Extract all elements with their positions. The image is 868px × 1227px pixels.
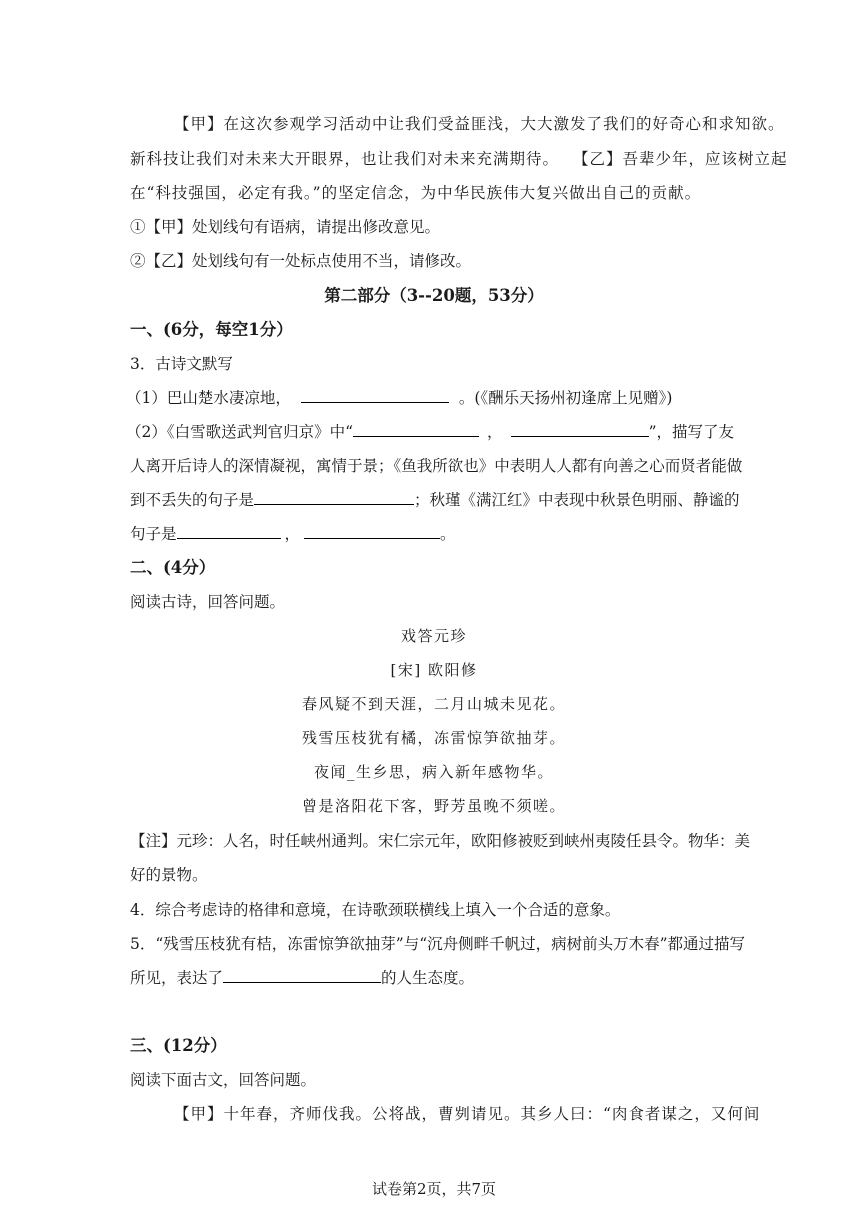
- answer-blank[interactable]: [304, 523, 440, 539]
- q3-2-l4-suffix: 。: [440, 525, 456, 543]
- answer-blank[interactable]: [254, 489, 414, 505]
- part2-title: 第二部分（3--20题，53分）: [324, 286, 544, 305]
- question-3-1: [126, 387, 748, 409]
- poem-line: 曾是洛阳花下客，野芳虽晚不须嗟。: [301, 797, 566, 815]
- question-jia: ①【甲】处划线句有语病，请提出修改意见。: [130, 218, 441, 236]
- q3-2-l4-comma: ，: [284, 525, 301, 543]
- answer-blank[interactable]: [353, 421, 479, 437]
- passage-text-b: 新科技让我们对未来大开眼界，也让我们对未来充满期待。: [130, 150, 560, 168]
- q3-2-prefix: （2）《白雪歌送武判官归京》中“: [126, 423, 354, 441]
- poem-author: [宋] 欧阳修: [390, 661, 478, 679]
- passage-text-d: 在“科技强国，必定有我。”的坚定信念，为中华民族伟大复兴做出自己的贡献。: [130, 184, 702, 202]
- answer-blank[interactable]: [301, 387, 449, 403]
- question-3-2: [126, 421, 748, 443]
- passage-line-1: [174, 113, 785, 135]
- q3-2-l3-suffix: ；秋瑾《满江红》中表现中秋景色明丽、静谧的: [414, 491, 740, 509]
- section3-intro: 阅读下面古文，回答问题。: [130, 1071, 317, 1089]
- q5-prefix: 所见，表达了: [130, 969, 224, 987]
- poem-line: 春风疑不到天涯，二月山城未见花。: [301, 695, 566, 713]
- passage-text-a: 【甲】在这次参观学习活动中让我们受益匪浅，大大激发了我们的好奇心和求知欲。: [174, 115, 785, 133]
- section3-heading: 三、(12分）: [130, 1036, 227, 1055]
- poem-line: 残雪压枝犹有橘，冻雷惊笋欲抽芽。: [301, 729, 566, 747]
- section3-text-line1: 【甲】十年春，齐师伐我。公将战，曹刿请见。其乡人曰：“肉食者谋之，又何间: [174, 1105, 761, 1123]
- question-3-2-line3: [130, 489, 748, 511]
- q3-2-l4-prefix: 句子是: [130, 525, 177, 543]
- passage-line-2: [130, 148, 788, 170]
- question-5-line2: [130, 967, 748, 989]
- passage-line-3: [130, 182, 748, 204]
- poem-note-line1: 【注】元珍：人名，时任峡州通判。宋仁宗元年，欧阳修被贬到峡州夷陵任县令。物华：美: [130, 832, 751, 850]
- section2-heading: 二、(4分）: [130, 558, 216, 577]
- q3-2-l3-prefix: 到不丢失的句子是: [130, 491, 255, 509]
- question-3-2-line4: [130, 523, 748, 545]
- answer-blank[interactable]: [511, 421, 649, 437]
- q3-2-comma: ，: [487, 423, 503, 441]
- poem-note-line2: 好的景物。: [130, 866, 208, 884]
- question-4: 4．综合考虑诗的格律和意境，在诗歌颈联横线上填入一个合适的意象。: [130, 901, 621, 919]
- question-3: 3．古诗文默写: [130, 355, 233, 373]
- section2-intro: 阅读古诗，回答问题。: [130, 593, 286, 611]
- poem-line: 夜闻_生乡思，病入新年感物华。: [313, 763, 554, 781]
- answer-blank[interactable]: [177, 523, 281, 539]
- section1-heading: 一、(6分，每空1分）: [130, 320, 293, 339]
- q3-1-suffix: 。(《酬乐天扬州初逢席上见赠》): [458, 389, 673, 407]
- q3-2-suffix: ”，描写了友: [648, 423, 734, 441]
- question-5-line1: 5．“残雪压枝犹有桔，冻雷惊笋欲抽芽”与“沉舟侧畔千帆过，病树前头万木春”都通过描写: [130, 935, 746, 953]
- page-footer: 试卷第2页，共7页: [371, 1180, 497, 1198]
- q3-1-prefix: （1）巴山楚水凄凉地，: [126, 389, 291, 407]
- poem-title: 戏答元珍: [400, 627, 467, 645]
- q5-suffix: 的人生态度。: [381, 969, 475, 987]
- question-yi: ②【乙】处划线句有一处标点使用不当，请修改。: [130, 252, 472, 270]
- answer-blank[interactable]: [223, 967, 381, 983]
- passage-text-c: 【乙】吾辈少年，应该树立起: [573, 150, 788, 168]
- question-3-2-line2: 人离开后诗人的深情凝视，寓情于景；《鱼我所欲也》中表明人人都有向善之心而贤者能做: [130, 457, 743, 475]
